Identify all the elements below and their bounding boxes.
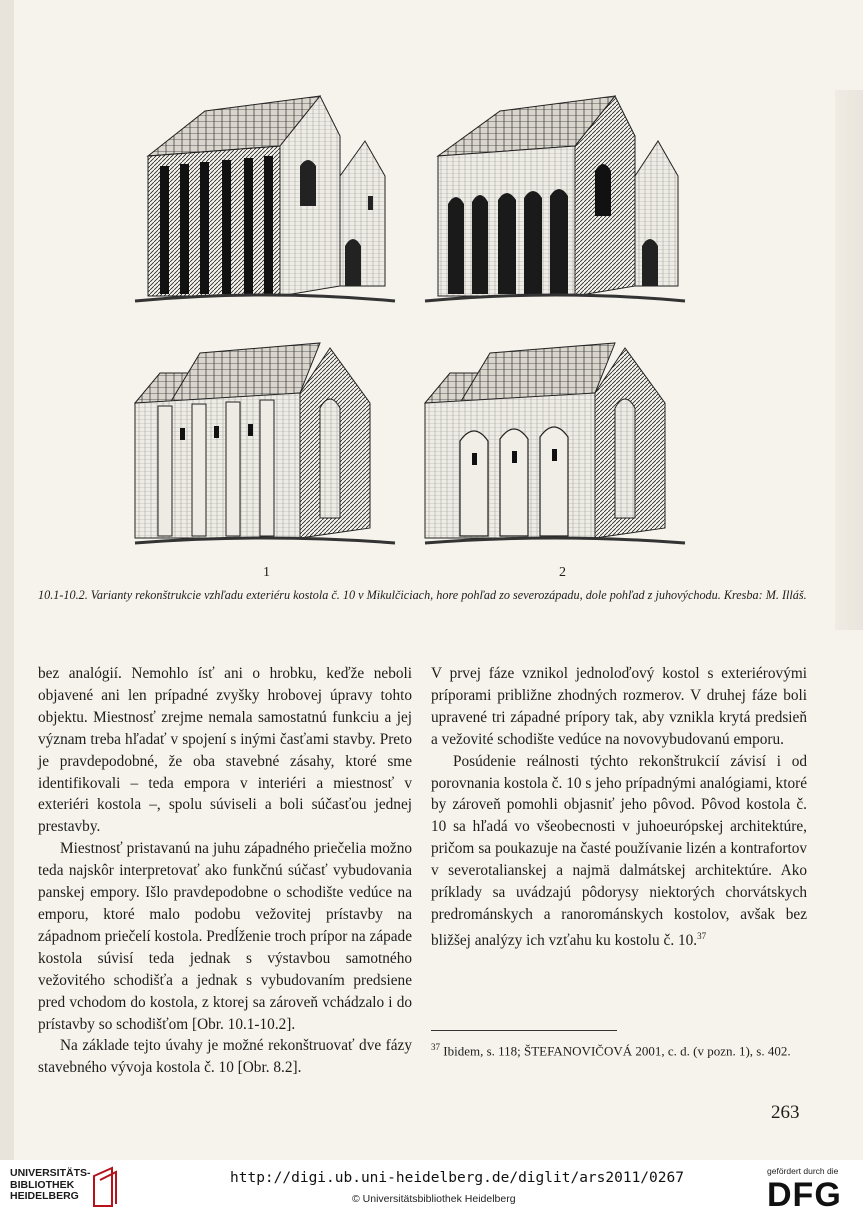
left-text-column — [38, 663, 412, 1079]
paragraph-text: Posúdenie reálnosti týchto rekonštrukcií závisí i od porovnania kostola č. 10 s jeho prípadnými analógiami, ktoré by zároveň pomohli objasniť jeho pôvod. Pôvod kostola č. 10 sa hľadá vo všeobecnosti v juhoeurópskej architektúre, pričom sa poukazuje na časté používanie lizén a kontrafortov v severotalianskej a najmä dalmátskej architektúre. Ako príklady sa uvádzajú pôdorysy niektorých chorvátskych predrománskych a ranorománskych kostolov, avšak bez bližšej analýzy ich vzťahu ku kostolu č. 10. — [431, 752, 807, 949]
paragraph: V prvej fáze vznikol jednoloďový kostol s exteriérovými príporami približne zhodných rozmerov. V druhej fáze boli upravené tri západné prípory tak, aby vznikla krytá predsieň a vežovité schodište vedúce na novovybudovanú emporu. — [431, 665, 807, 748]
paragraph: Na základe tejto úvahy je možné rekonštruovať dve fázy stavebného vývoja kostola č. 10 [Obr. 8.2]. — [38, 1037, 412, 1077]
figure-label-2: 2 — [559, 565, 566, 580]
right-text-column — [431, 663, 807, 952]
drawing-nw-variant-1 — [130, 86, 400, 316]
library-name — [10, 1168, 91, 1203]
footnote — [431, 1038, 807, 1060]
drawing-se-variant-2 — [420, 328, 690, 558]
library-logo-icon — [90, 1166, 118, 1208]
permalink-url[interactable]: http://digi.ub.uni-heidelberg.de/diglit/ars2011/0267 — [230, 1170, 684, 1186]
drawing-nw-variant-2 — [420, 86, 690, 316]
paragraph — [431, 751, 807, 952]
digitization-footer — [0, 1160, 863, 1217]
funded-by-label: gefördert durch die — [767, 1166, 839, 1176]
footnote-divider — [431, 1030, 617, 1031]
copyright-notice: © Universitätsbibliothek Heidelberg — [352, 1193, 516, 1205]
page-edge — [0, 0, 14, 1160]
library-name-line: HEIDELBERG — [10, 1190, 79, 1202]
page-number: 263 — [771, 1102, 800, 1123]
dfg-logo: DFG — [767, 1176, 842, 1214]
paragraph: Miestnosť pristavanú na juhu západného priečelia možno teda najskôr interpretovať ako funkčnú súčasť vybudovania panskej empory. Išlo pravdepodobne o schodište vedúce na emporu, ktoré malo podobu vežovitej prístavby na západnom priečelí kostola. Predĺženie troch prípor na západe kostola súvisí teda jednak s výstavbou samotného vežovitého schodišťa a jednak s vybudovaním predsiene pred vchodom do kostola, z ktorej sa zároveň vchádzalo i do prístavby so schodišťom [Obr. 10.1-10.2]. — [38, 840, 412, 1033]
church-reconstruction-figure — [120, 78, 700, 578]
facing-page-bleed — [835, 90, 863, 630]
footnote-reference: 37 — [697, 930, 707, 941]
paragraph: bez analógií. Nemohlo ísť ani o hrobku, keďže neboli objavené ani len prípadné zvyšky hrobovej úpravy tohto objektu. Miestnosť zrejme nemala samostatnú funkciu a jej význam treba hľadať v spojení s inými časťami stavby. Preto je pravdepodobné, že oba stavebné zásahy, ktoré sme identifikovali – teda empora v interiéri a miestnosť v exteriéri kostola –, spolu súviseli a boli súčasťou jednej prestavby. — [38, 665, 412, 836]
drawing-se-variant-1 — [130, 328, 400, 558]
footnote-number: 37 — [431, 1042, 440, 1052]
library-name-line: BIBLIOTHEK — [10, 1178, 75, 1191]
library-name-line: UNIVERSITÄTS- — [10, 1167, 91, 1179]
figure-caption: 10.1-10.2. Varianty rekonštrukcie vzhľadu exteriéru kostola č. 10 v Mikulčiciach, hore pohľad zo severozápadu, dole pohľad z juhovýchodu. Kresba: M. Illáš. — [38, 588, 807, 602]
footnote-text: Ibidem, s. 118; ŠTEFANOVIČOVÁ 2001, c. d. (v pozn. 1), s. 402. — [443, 1043, 791, 1059]
figure-label-1: 1 — [263, 565, 270, 580]
